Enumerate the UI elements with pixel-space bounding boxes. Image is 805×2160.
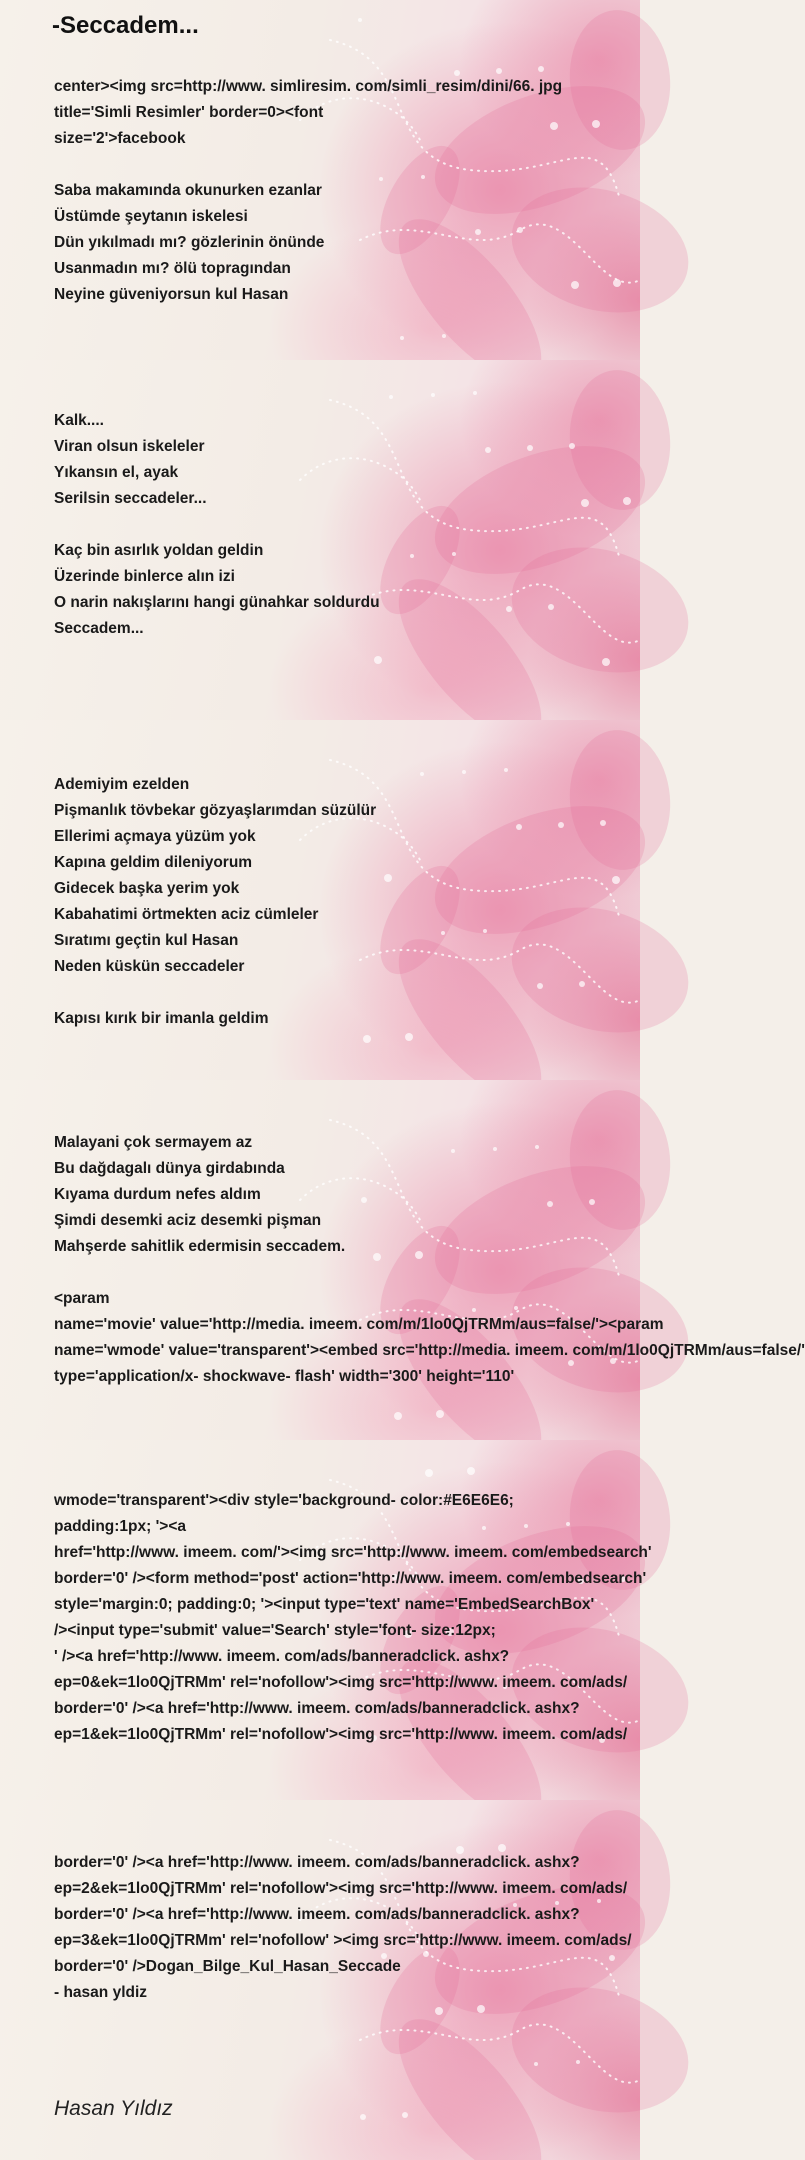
embed-code-block-1 [54,1488,654,1748]
sparkle-dot [435,2007,443,2015]
author-name: Hasan Yıldız [54,2097,173,2120]
text-line: name='wmode' value='transparent'><embed src='http://media. imeem. com/m/1lo0QjTRMm/aus=false/' [54,1342,805,1359]
sparkle-dot [467,1467,475,1475]
text-line: Kaç bin asırlık yoldan geldin [54,542,264,559]
text-line: Kapısı kırık bir imanla geldim [54,1010,269,1027]
text-line: style='margin:0; padding:0; '><input type='text' name='EmbedSearchBox' [54,1596,595,1613]
text-line: Üstümde şeytanın iskelesi [54,208,248,225]
text-line: Usanmadın mı? ölü topragından [54,260,291,277]
text-line: padding:1px; '><a [54,1518,187,1535]
text-line: Malayani çok sermayem az [54,1134,253,1151]
text-line: Mahşerde sahitlik edermisin seccadem. [54,1238,346,1255]
text-line: Üzerinde binlerce alın izi [54,568,235,585]
embed-code-block-2 [54,1850,654,2006]
sparkle-dot [402,2112,408,2118]
text-line: Serilsin seccadeler... [54,490,207,507]
text-line: /><input type='submit' value='Search' style='font- size:12px; [54,1622,496,1639]
poem-panel-6 [0,1800,640,2160]
text-line: ep=2&ek=1lo0QjTRMm' rel='nofollow'><img src='http://www. imeem. com/ads/ [54,1880,628,1897]
text-line: - hasan yldiz [54,1984,148,2001]
text-line: Neden küskün seccadeler [54,958,245,975]
sparkle-dot [602,658,610,666]
sparkle-dot [473,391,477,395]
sparkle-dot [431,393,435,397]
sparkle-dot [363,1035,371,1043]
sparkle-dot [436,1410,444,1418]
text-line: href='http://www. imeem. com/'><img src='http://www. imeem. com/embedsearch' [54,1544,652,1561]
text-line: border='0' /><a href='http://www. imeem. com/ads/banneradclick. ashx? [54,1906,580,1923]
poem-panel-4 [0,1080,805,1440]
text-line: Neyine güveniyorsun kul Hasan [54,286,289,303]
sparkle-dot [405,1033,413,1041]
text-line: title='Simli Resimler' border=0><font [54,104,324,121]
text-line: Kıyama durdum nefes aldım [54,1186,261,1203]
text-line: type='application/x- shockwave- flash' width='300' height='110' [54,1368,515,1385]
sparkle-dot [358,18,362,22]
text-line: Gidecek başka yerim yok [54,880,240,897]
text-line [54,1260,654,1286]
text-line: Viran olsun iskeleler [54,438,205,455]
text-line: Kabahatimi örtmekten aciz cümleler [54,906,319,923]
poem-panel-2 [0,360,640,720]
poem-stanza-3 [54,772,654,1032]
text-line [54,512,654,538]
text-line: border='0' /><a href='http://www. imeem. com/ads/banneradclick. ashx? [54,1854,580,1871]
poem-stanza-1 [54,74,654,308]
sparkle-dot [360,2114,366,2120]
text-line: Yıkansın el, ayak [54,464,179,481]
text-line: Seccadem... [54,620,144,637]
poem-panel-1 [0,0,640,360]
text-line: wmode='transparent'><div style='background- color:#E6E6E6; [54,1492,514,1509]
sparkle-dot [425,1469,433,1477]
poem-panel-5 [0,1440,652,1800]
text-line [54,152,654,178]
text-line: name='movie' value='http://media. imeem. com/m/1lo0QjTRMm/aus=false/'><param [54,1316,664,1333]
text-line: ' /><a href='http://www. imeem. com/ads/banneradclick. ashx? [54,1648,510,1665]
text-line: Saba makamında okunurken ezanlar [54,182,322,199]
poem-stanza-4 [54,1130,805,1390]
poem-stanza-2 [54,408,654,642]
sparkle-dot [534,2062,538,2066]
sparkle-dot [538,66,544,72]
text-line: ep=3&ek=1lo0QjTRMm' rel='nofollow' ><img src='http://www. imeem. com/ads/ [54,1932,632,1949]
sparkle-dot [389,395,393,399]
sparkle-dot [394,1412,402,1420]
text-line: border='0' />Dogan_Bilge_Kul_Hasan_Seccade [54,1958,401,1975]
text-line: Şimdi desemki aciz desemki pişman [54,1212,322,1229]
text-line: O narin nakışlarını hangi günahkar soldurdu [54,594,380,611]
text-line: Kapına geldim dileniyorum [54,854,253,871]
text-line: <param [54,1290,110,1307]
text-line: border='0' /><form method='post' action='http://www. imeem. com/embedsearch' [54,1570,647,1587]
text-line: ep=0&ek=1lo0QjTRMm' rel='nofollow'><img src='http://www. imeem. com/ads/ [54,1674,628,1691]
text-line: size='2'>facebook [54,130,186,147]
poem-panel-3 [0,720,640,1080]
text-line: Pişmanlık tövbekar gözyaşlarımdan süzülür [54,802,377,819]
text-line: Sıratımı geçtin kul Hasan [54,932,239,949]
sparkle-dot [442,334,446,338]
sparkle-dot [576,2060,580,2064]
text-line: Dün yıkılmadı mı? gözlerinin önünde [54,234,325,251]
text-line: Kalk.... [54,412,104,429]
text-line: Ellerimi açmaya yüzüm yok [54,828,256,845]
text-line: center><img src=http://www. simliresim. com/simli_resim/dini/66. jpg [54,78,563,95]
text-line: ep=1&ek=1lo0QjTRMm' rel='nofollow'><img src='http://www. imeem. com/ads/ [54,1726,628,1743]
sparkle-dot [477,2005,485,2013]
page-title: -Seccadem... [52,12,199,39]
sparkle-dot [374,656,382,664]
sparkle-dot [400,336,404,340]
text-line: border='0' /><a href='http://www. imeem. com/ads/banneradclick. ashx? [54,1700,580,1717]
text-line [54,980,654,1006]
text-line: Ademiyim ezelden [54,776,190,793]
text-line: Bu dağdagalı dünya girdabında [54,1160,285,1177]
